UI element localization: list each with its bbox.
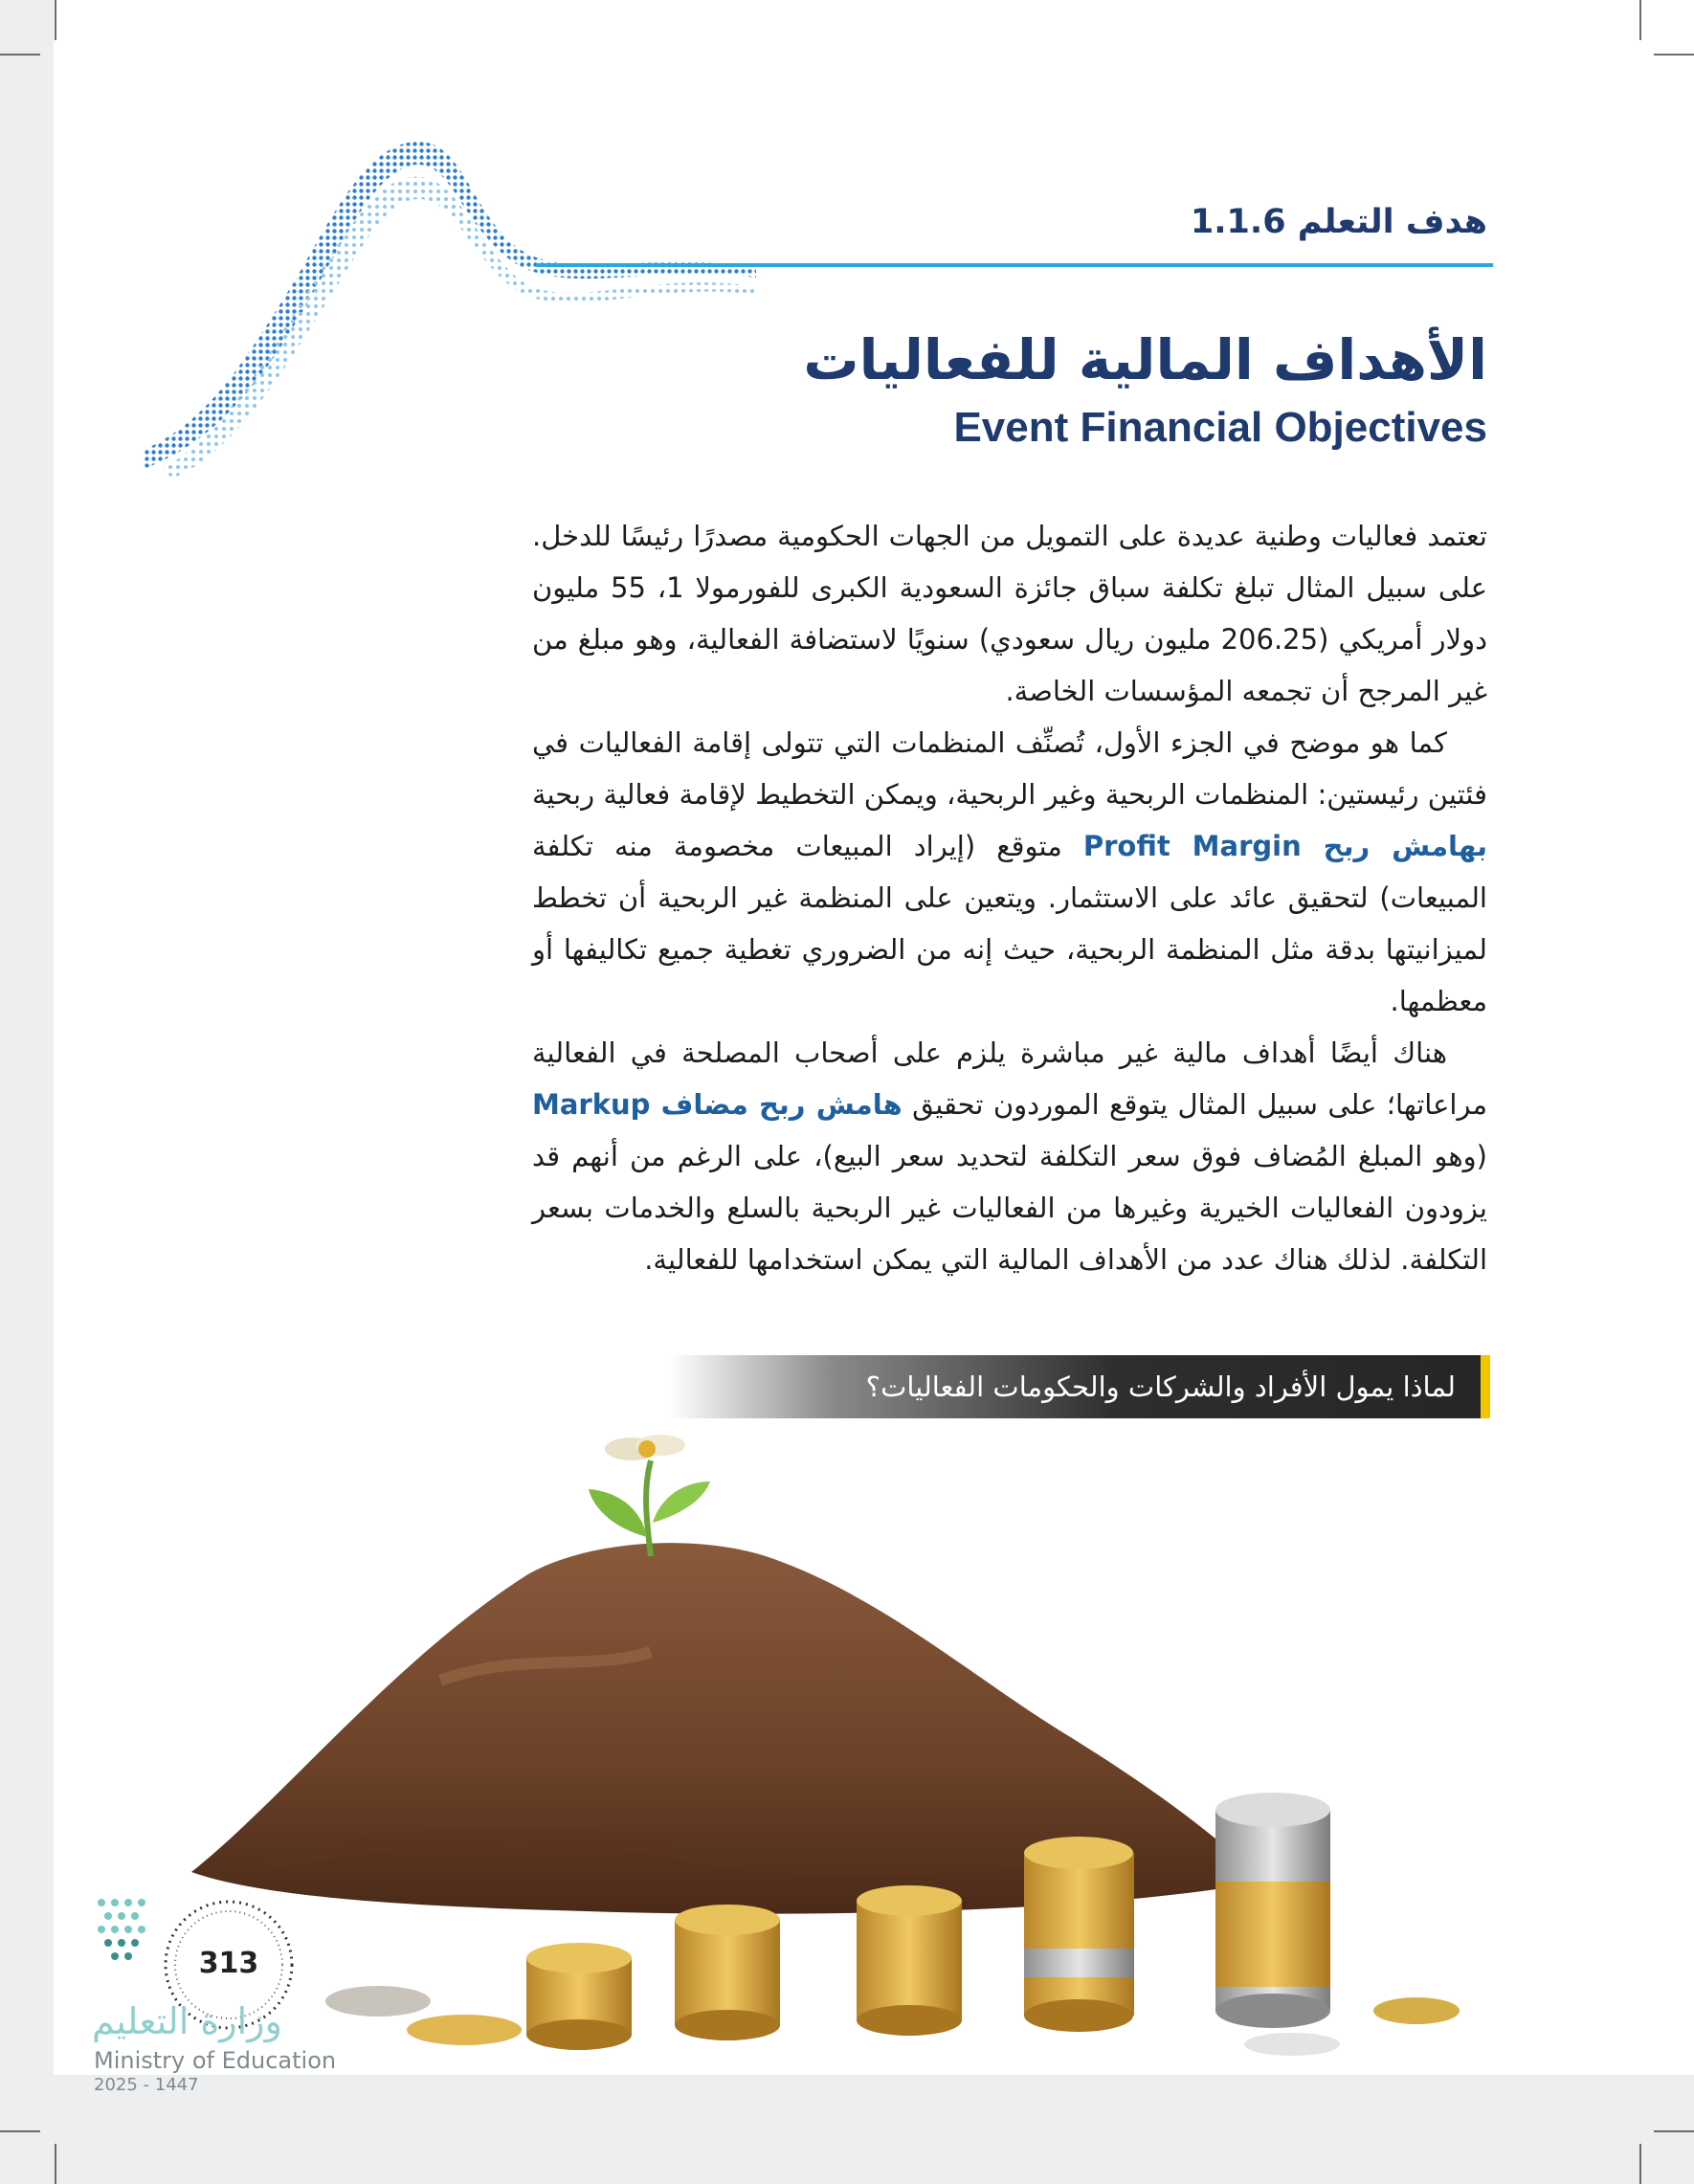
page-title-arabic: الأهداف المالية للفعاليات (803, 327, 1487, 392)
paragraph-3-end: (وهو المبلغ المُضاف فوق سعر التكلفة لتحديد سعر البيع)، على الرغم من أنهم قد يزودون الفعاليات الخيرية وغيرها من الفعاليات غير الربحية بالسلع والخدمات بسعر التكلفة. لذلك هناك عدد من الأهداف المالية التي يمكن استخدامها للفعالية. (532, 1140, 1487, 1276)
paragraph-2-end: متوقع (إيراد المبيعات مخصومة منه تكلفة المبيعات) لتحقيق عائد على الاستثمار. ويتعين على المنظمة غير الربحية أن تخطط لميزانيتها بدقة مثل المنظمة الربحية، حيث إنه من الضروري تغطية جميع تكاليفها أو معظمها. (532, 830, 1487, 1017)
paragraph-1: تعتمد فعاليات وطنية عديدة على التمويل من الجهات الحكومية مصدرًا رئيسًا للدخل. على سبيل المثال تبلغ تكلفة سباق جائزة السعودية الكبرى للفورمولا 1، 55 مليون دولار أمريكي (206.25 مليون ريال سعودي) سنويًا لاستضافة الفعالية، وهو مبلغ من غير المرجح أن تجمعه المؤسسات الخاصة. (532, 520, 1487, 707)
crop-mark (0, 2130, 40, 2132)
crop-mark (55, 0, 56, 40)
dotted-wave-decoration (144, 134, 756, 479)
page-number: 313 (198, 1947, 259, 1980)
ministry-name-english: Ministry of Education (94, 2047, 337, 2074)
ministry-name-arabic: وزارة التعليم (92, 2000, 282, 2042)
paragraph-3 (532, 1027, 1487, 1285)
crop-mark (1654, 54, 1694, 56)
coin-stack (526, 1943, 632, 2050)
coin-stack (1215, 1793, 1330, 2028)
academic-year: 2025 - 1447 (94, 2075, 199, 2095)
crop-mark (0, 54, 40, 56)
body-text (532, 510, 1487, 1285)
term-markup: هامش ربح مضاف Markup (532, 1088, 903, 1121)
term-profit-margin: بهامش ربح Profit Margin (1082, 830, 1487, 862)
crop-mark (1639, 2144, 1641, 2184)
objective-rule (536, 263, 1493, 267)
seedling-soil-coins-photo (153, 1432, 1541, 2073)
learning-objective-label: هدف التعلم 1.1.6 (1190, 203, 1487, 241)
coin-stack (1024, 1837, 1134, 2032)
coin-stack (857, 1885, 962, 2036)
coin-stack (675, 1905, 780, 2040)
paragraph-2 (532, 717, 1487, 1027)
crop-mark (55, 2144, 56, 2184)
crop-mark (1654, 2130, 1694, 2132)
bottom-margin-band (0, 2075, 1694, 2184)
paragraph-3-start: هناك أيضًا أهداف مالية غير مباشرة يلزم على أصحاب المصلحة في الفعالية مراعاتها؛ على سبيل المثال يتوقع الموردون تحقيق (532, 1036, 1488, 1121)
page-title-english: Event Financial Objectives (953, 404, 1487, 451)
discussion-question-banner: لماذا يمول الأفراد والشركات والحكومات الفعاليات؟ (670, 1355, 1490, 1418)
left-margin-band (0, 0, 54, 2184)
paragraph-2-start: كما هو موضح في الجزء الأول، تُصنِّف المنظمات التي تتولى إقامة الفعاليات في فئتين رئيستين: المنظمات الربحية وغير الربحية، ويمكن التخطيط لإقامة فعالية ربحية (532, 726, 1487, 811)
crop-mark (1639, 0, 1641, 40)
